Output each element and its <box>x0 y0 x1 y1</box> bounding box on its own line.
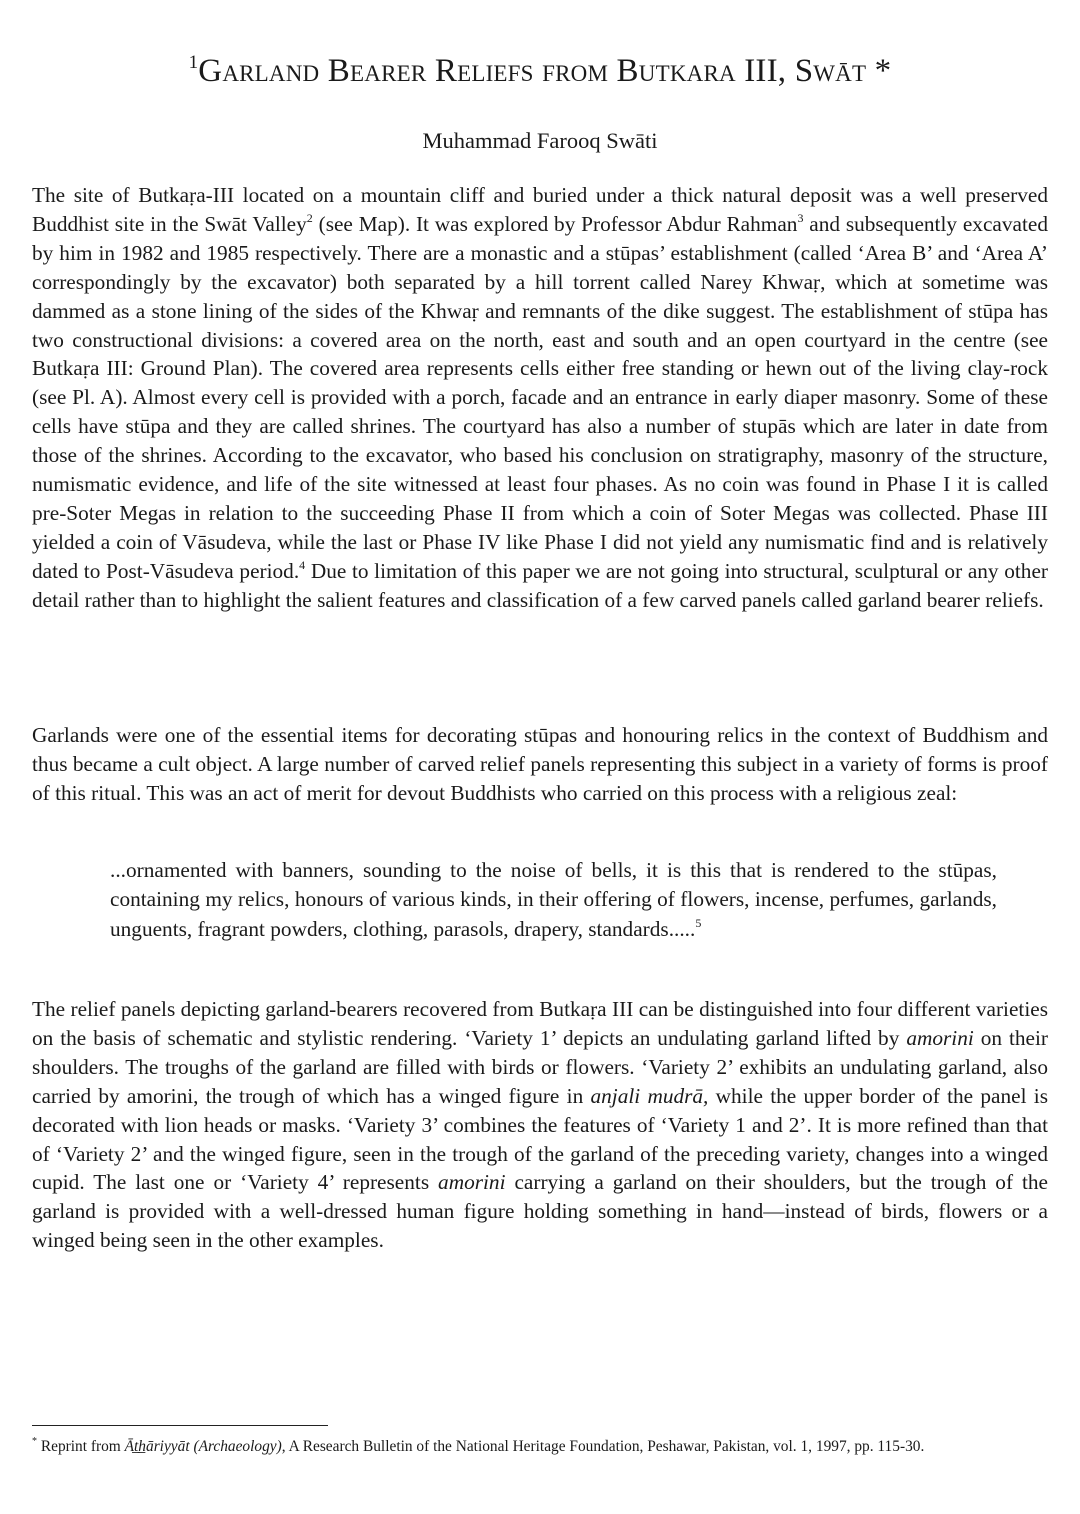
footnote-ref-5[interactable]: 5 <box>695 915 702 930</box>
p3-text-b: on their shoulders. The troughs of the garland are filled with birds or flowers. ‘Variety 2’ exhibits an undulating garland, also carried by amorini, the trough of which has a winged figure in <box>32 1025 1048 1108</box>
paper-title <box>0 52 1080 90</box>
p1-text-c: and subsequently excavated by him in 1982 and 1985 respectively. There are a monastic and a stūpas’ establishment (called ‘Area B’ and ‘Area A’ correspondingly by the excavator) both separated by a hill torrent called Narey Khwaṛ, which at sometime was dammed as a stone lining of the sides of the Khwaṛ and remnants of the dike suggest. The establishment of stūpa has two constructional divisions: a covered area on the north, east and south and an open courtyard in the centre (see Butkaṛa III: Ground Plan). The covered area represents cells either free standing or hewn out of the living clay-rock (see Pl. A). Almost every cell is provided with a porch, facade and an entrance in early diaper masonry. Some of these cells have stūpa and they are called shrines. The courtyard has also a number of stupās which are later in date from those of the shrines. According to the excavator, who based his conclusion on stratigraphy, masonry of the structure, numismatic evidence, and life of the site witnessed at least four phases. As no coin was found in Phase I it is called pre-Soter Megas in relation to the succeeding Phase II from which a coin of Soter Megas was collected. Phase III yielded a coin of Vāsudeva, while the last or Phase IV like Phase I did not yield any numismatic find and is relatively dated to Post-Vāsudeva period. <box>32 211 1048 583</box>
paragraph-varieties <box>32 995 1048 1255</box>
title-footnote-marker: 1 <box>188 52 199 73</box>
footnote-text-b: , A Research Bulletin of the National Heritage Foundation, Peshawar, Pakistan, vol. 1, 1997, pp. 115-30. <box>281 1438 925 1455</box>
footnote-text-a: Reprint from <box>37 1438 125 1455</box>
p3-italic-anjali-mudra: anjali mudrā, <box>590 1083 709 1108</box>
footnote-ref-2[interactable]: 2 <box>306 210 313 225</box>
p3-text-a: The relief panels depicting garland-bearers recovered from Butkaṛa III can be distinguished into four different varieties on the basis of schematic and stylistic rendering. ‘Variety 1’ depicts an undulating garland lifted by <box>32 997 1048 1050</box>
footnote-ref-3[interactable]: 3 <box>797 210 804 225</box>
footnote-divider <box>32 1425 328 1426</box>
p3-text-c: while the upper border of the panel is decorated with lion heads or masks. ‘Variety 3’ combines the features of ‘Variety 1 and 2’. It is more refined than that of ‘Variety 2’ and the winged figure, seen in the trough of the garland of the preceding variety, changes into a winged cupid. The last one or ‘Variety 4’ represents <box>32 1083 1048 1195</box>
p1-text-d: Due to limitation of this paper we are not going into structural, sculptural or any other detail rather than to highlight the salient features and classification of a few carved panels called garland bearer reliefs. <box>32 558 1048 612</box>
p3-italic-amorini-2: amorini <box>438 1170 506 1195</box>
footnote-marker: * <box>32 1436 37 1447</box>
footnote-ref-4[interactable]: 4 <box>299 557 306 572</box>
p1-text-b: (see Map). It was explored by Professor Abdur Rahman <box>312 211 798 236</box>
footnote <box>32 1434 1048 1460</box>
title-text: Garland Bearer Reliefs from Butkara III, Swāt * <box>198 53 892 89</box>
p1-text-a: The site of Butkaṛa-III located on a mountain cliff and buried under a thick natural deposit was a well preserved Buddhist site in the Swāt Valley <box>32 183 1048 236</box>
p3-text-d: carrying a garland on their shoulders, but the trough of the garland is provided with a well-dressed human figure holding something in hand—instead of birds, flowers or a winged being seen in the other examples. <box>32 1170 1048 1253</box>
p3-italic-amorini: amorini <box>906 1025 974 1050</box>
quote-text: ...ornamented with banners, sounding to the noise of bells, it is this that is rendered to the stūpas, containing my relics, honours of various kinds, in their offering of flowers, incense, perfumes, garlands, unguents, fragrant powders, clothing, parasols, drapery, standards..... <box>110 858 997 941</box>
block-quote <box>110 856 997 944</box>
paragraph-garlands: Garlands were one of the essential items for decorating stūpas and honouring relics in the context of Buddhism and thus became a cult object. A large number of carved relief panels representing this subject in a variety of forms is proof of this ritual. This was an act of merit for devout Buddhists who carried on this process with a religious zeal: <box>32 723 1048 805</box>
footnote-journal-title: Āt̲h̲āriyyāt (Archaeology) <box>124 1438 282 1455</box>
paragraph-site-description <box>32 181 1048 615</box>
author-name: Muhammad Farooq Swāti <box>422 128 658 153</box>
